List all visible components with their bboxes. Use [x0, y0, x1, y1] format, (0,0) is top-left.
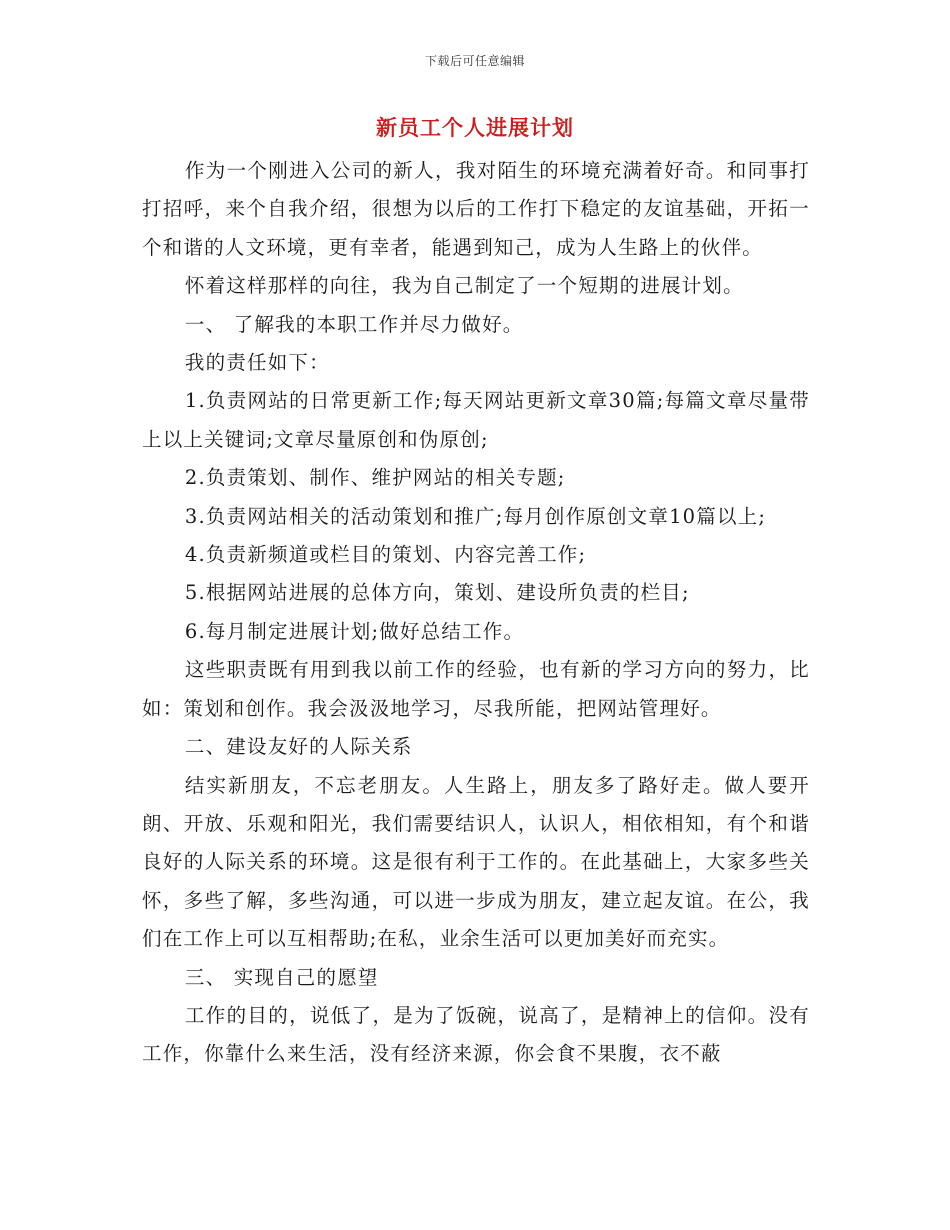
- responsibility-item-4: 4.负责新频道或栏目的策划、内容完善工作;: [184, 543, 587, 567]
- responsibility-item-2: 2.负责策划、制作、维护网站的相关专题;: [184, 466, 566, 490]
- paragraph-relationships: 结实新朋友，不忘老朋友。人生路上，朋友多了路好走。做人要开朗、开放、乐观和阳光，我们需要结识人，认识人，相依相知，有个和谐良好的人际关系的环境。这是很有利于工作的。在此基础上，大家多些关怀，多些了解，多些沟通，可以进一步成为朋友，建立起友谊。在公，我们在工作上可以互相帮助;在私，业余生活可以更加美好而充实。: [142, 773, 810, 951]
- responsibility-item-6: 6.每月制定进展计划;做好总结工作。: [184, 619, 525, 643]
- paragraph-work-purpose: 工作的目的，说低了，是为了饭碗，说高了，是精神上的信仰。没有工作，你靠什么来生活，没有经济来源，你会食不果腹，衣不蔽: [142, 1003, 810, 1066]
- document-title: 新员工个人进展计划: [376, 115, 574, 140]
- section-heading-3: 三、 实现自己的愿望: [184, 965, 379, 989]
- paragraph-duties-summary: 这些职责既有用到我以前工作的经验，也有新的学习方向的努力，比如：策划和创作。我会汲汲地学习，尽我所能，把网站管理好。: [142, 658, 810, 720]
- responsibility-item-5: 5.根据网站进展的总体方向，策划、建设所负责的栏目;: [184, 581, 690, 605]
- paragraph-intro: 作为一个刚进入公司的新人，我对陌生的环境充满着好奇。和同事打打招呼，来个自我介绍，很想为以后的工作打下稳定的友谊基础，开拓一个和谐的人文环境，更有幸者，能遇到知己，成为人生路上的伙伴。: [142, 159, 810, 259]
- section-heading-1: 一、 了解我的本职工作并尽力做好。: [184, 312, 524, 336]
- responsibility-item-3: 3.负责网站相关的活动策划和推广;每月创作原创文章10篇以上;: [184, 504, 767, 528]
- responsibility-item-1: 1.负责网站的日常更新工作;每天网站更新文章30篇;每篇文章尽量带上以上关键词;文章尽量原创和伪原创;: [142, 389, 810, 451]
- paragraph-aspiration: 怀着这样那样的向往，我为自己制定了一个短期的进展计划。: [184, 274, 744, 298]
- document-body: [142, 152, 810, 1074]
- section-heading-2: 二、建设友好的人际关系: [184, 735, 413, 759]
- page-header-note: 下载后可任意编辑: [424, 54, 525, 68]
- responsibilities-label: 我的责任如下：: [184, 351, 330, 375]
